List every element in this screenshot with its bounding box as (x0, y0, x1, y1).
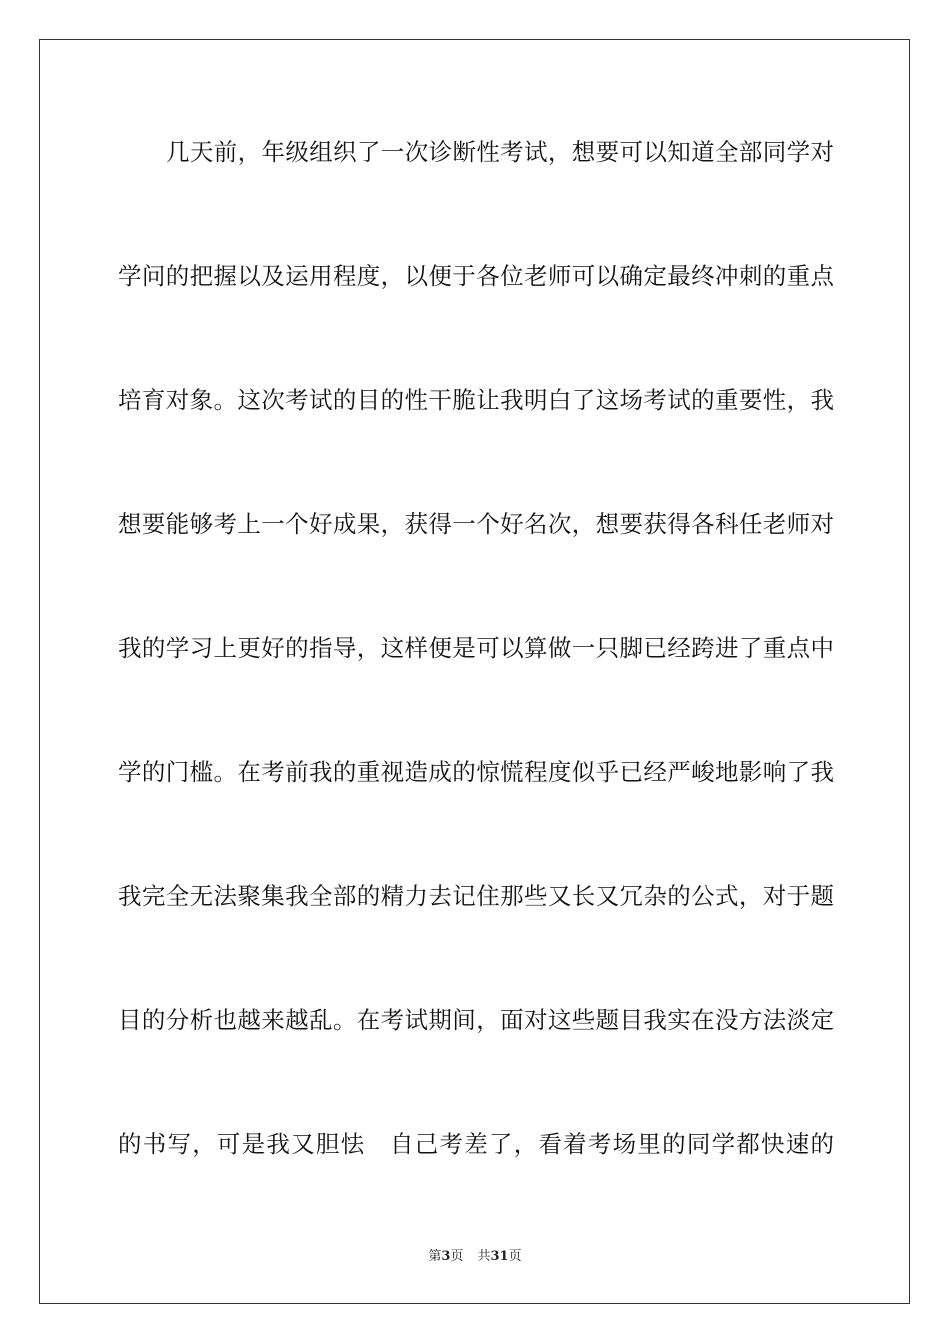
paragraph-line-9: 的书写，可是我又胆怯 自己考差了，看着考场里的同学都快速的 (118, 1130, 834, 1158)
paragraph-line-6: 学的门槛。在考前我的重视造成的惊慌程度似乎已经严峻地影响了我 (118, 758, 834, 786)
paragraph-line-3: 培育对象。这次考试的目的性干脆让我明白了这场考试的重要性，我 (118, 386, 834, 414)
total-suffix: 页 (508, 1249, 522, 1264)
total-prefix: 共 (477, 1249, 491, 1264)
page-border (39, 39, 910, 1304)
paragraph-line-4: 想要能够考上一个好成果，获得一个好名次，想要获得各科任老师对 (118, 510, 834, 538)
page-footer (0, 1248, 950, 1266)
page-suffix: 页 (450, 1249, 464, 1264)
page-prefix: 第 (428, 1249, 442, 1264)
paragraph-line-1: 几天前，年级组织了一次诊断性考试，想要可以知道全部同学对 (166, 138, 834, 166)
page-number: 3 (441, 1249, 451, 1264)
paragraph-line-8: 目的分析也越来越乱。在考试期间，面对这些题目我实在没方法淡定 (118, 1006, 834, 1034)
total-pages: 31 (490, 1249, 509, 1264)
paragraph-line-7: 我完全无法聚集我全部的精力去记住那些又长又冗杂的公式，对于题 (118, 882, 834, 910)
paragraph-line-2: 学问的把握以及运用程度，以便于各位老师可以确定最终冲刺的重点 (118, 262, 834, 290)
paragraph-line-5: 我的学习上更好的指导，这样便是可以算做一只脚已经跨进了重点中 (118, 634, 834, 662)
